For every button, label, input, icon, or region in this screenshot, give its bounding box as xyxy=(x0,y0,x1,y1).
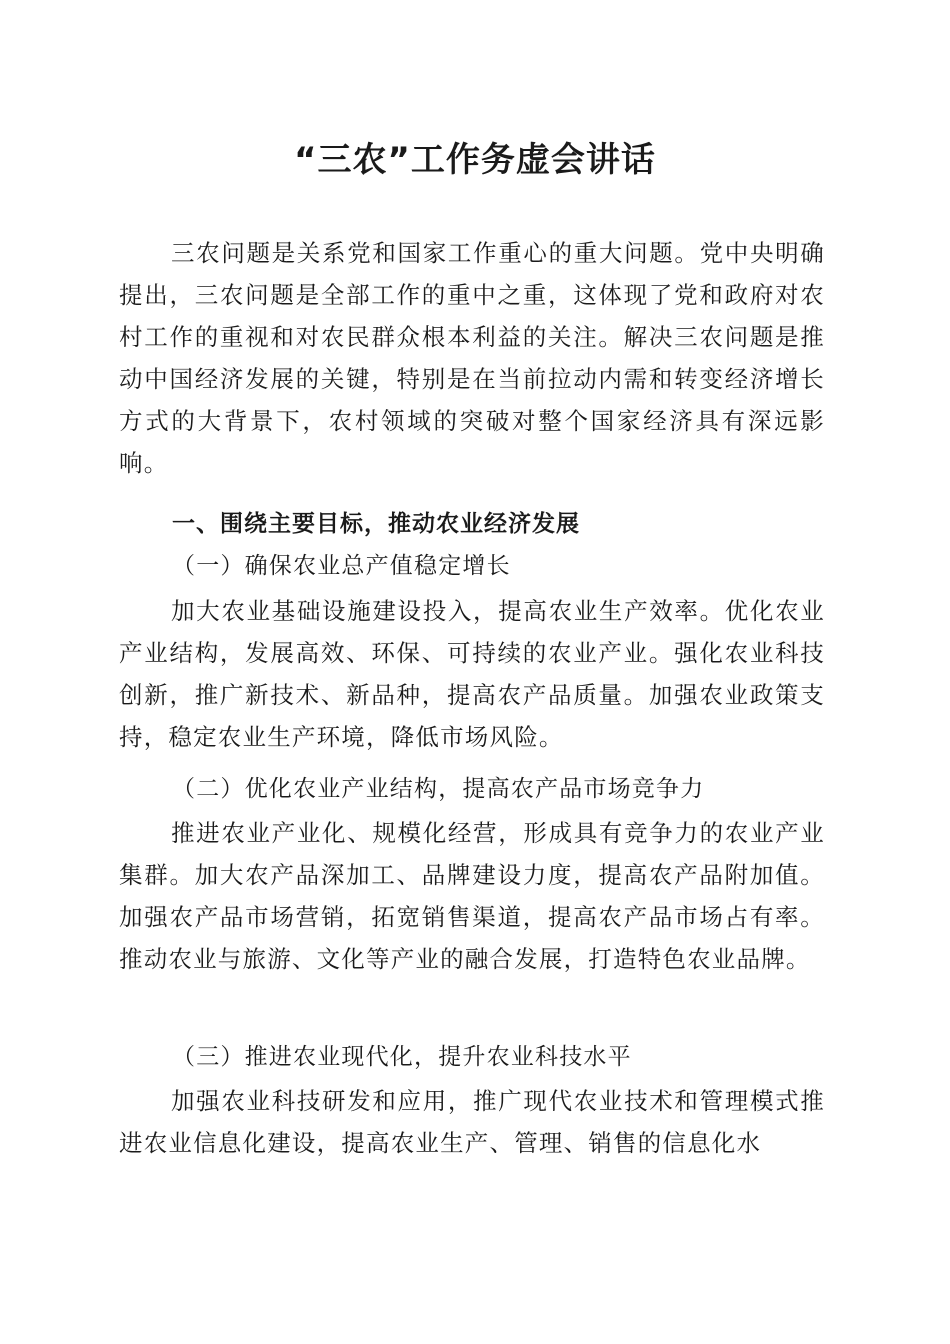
intro-paragraph: 三农问题是关系党和国家工作重心的重大问题。党中央明确提出，三农问题是全部工作的重中之重，这体现了党和政府对农村工作的重视和对农民群众根本利益的关注。解决三农问题是推动中国经济发展的关键，特别是在当前拉动内需和转变经济增长方式的大背景下，农村领域的突破对整个国家经济具有深远影响。 xyxy=(119,239,825,477)
subsection-3-paragraph: 加强农业科技研发和应用，推广现代农业技术和管理模式推进农业信息化建设，提高农业生产、管理、销售的信息化水 xyxy=(119,1087,825,1157)
subsection-2-heading: （二）优化农业产业结构，提高农产品市场竞争力 xyxy=(172,776,705,802)
section-1-heading: 一、围绕主要目标，推动农业经济发展 xyxy=(172,511,580,537)
subsection-3-heading: （三）推进农业现代化，提升农业科技水平 xyxy=(172,1044,632,1070)
subsection-2-paragraph: 推进农业产业化、规模化经营，形成具有竞争力的农业产业集群。加大农产品深加工、品牌建设力度，提高农产品附加值。加强农产品市场营销，拓宽销售渠道，提高农产品市场占有率。推动农业与旅游、文化等产业的融合发展，打造特色农业品牌。 xyxy=(119,819,825,973)
subsection-1-paragraph: 加大农业基础设施建设投入，提高农业生产效率。优化农业产业结构，发展高效、环保、可持续的农业产业。强化农业科技创新，推广新技术、新品种，提高农产品质量。加强农业政策支持，稳定农业生产环境，降低市场风险。 xyxy=(119,597,825,751)
subsection-1-heading: （一）确保农业总产值稳定增长 xyxy=(172,553,511,579)
document-title: “三农”工作务虚会讲话 xyxy=(294,140,656,180)
